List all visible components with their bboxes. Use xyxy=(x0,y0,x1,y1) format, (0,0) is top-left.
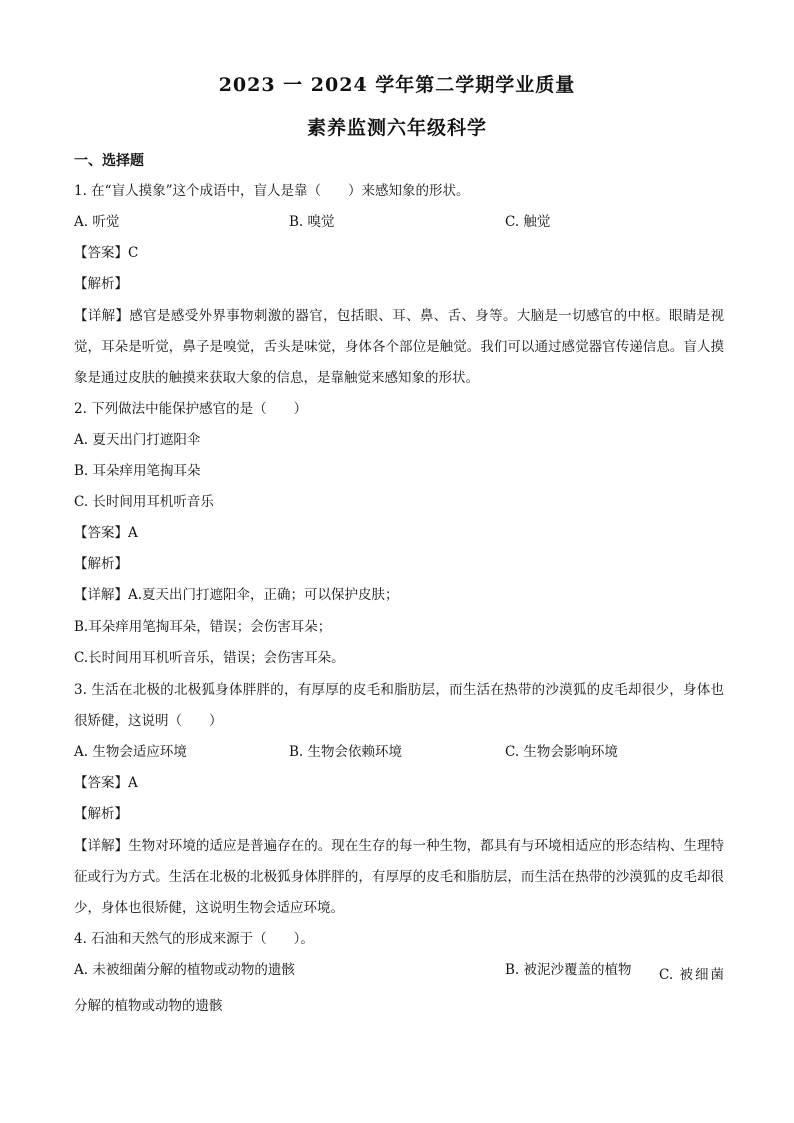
q3-option-b: B. 生物会依赖环境 xyxy=(289,744,403,760)
q1-answer: 【答案】C xyxy=(74,245,139,261)
q1-analysis-label: 【解析】 xyxy=(74,276,128,292)
q3-detail: 【详解】生物对环境的适应是普遍存在的。现在生存的每一种生物，都具有与环境相适应的形态结构、生理特征或行为方式。生活在北极的北极狐身体胖胖的，有厚厚的皮毛和脂肪层，而生活在热带的沙漠狐的皮毛却很少，身体也很矫健，这说明生物会适应环境。 xyxy=(74,838,724,916)
q4-option-b: B. 被泥沙覆盖的植物 xyxy=(505,962,632,978)
q1-stem: 1. 在“盲人摸象”这个成语中，盲人是靠（ ）来感知象的形状。 xyxy=(74,183,470,199)
q2-answer: 【答案】A xyxy=(74,525,138,541)
q4-option-a: A. 未被细菌分解的植物或动物的遗骸 xyxy=(74,962,295,978)
q1-detail: 【详解】感官是感受外界事物刺激的器官，包括眼、耳、鼻、舌、身等。大脑是一切感官的中枢。眼睛是视觉，耳朵是听觉，鼻子是嗅觉，舌头是味觉，身体各个部位是触觉。我们可以通过感觉器官传递信息。盲人摸象是通过皮肤的触摸来获取大象的信息，是靠触觉来感知象的形状。 xyxy=(74,308,724,386)
q1-option-c: C. 触觉 xyxy=(505,214,551,230)
q3-option-a: A. 生物会适应环境 xyxy=(74,744,187,760)
q2-option-a: A. 夏天出门打遮阳伞 xyxy=(74,432,201,448)
q2-detail-1: 【详解】A.夏天出门打遮阳伞，正确；可以保护皮肤； xyxy=(74,587,399,603)
q3-option-c: C. 生物会影响环境 xyxy=(505,744,618,760)
q2-detail-2: B.耳朵痒用笔掏耳朵，错误；会伤害耳朵； xyxy=(74,619,332,635)
q3-analysis-label: 【解析】 xyxy=(74,806,128,822)
q2-analysis-label: 【解析】 xyxy=(74,556,128,572)
q2-option-c: C. 长时间用耳机听音乐 xyxy=(74,494,214,510)
q4-option-c: C. 被细菌分解的植物或动物的遗骸 xyxy=(74,967,724,1014)
section-heading: 一、选择题 xyxy=(74,153,144,169)
q1-option-a: A. 听觉 xyxy=(74,214,120,230)
exam-title-line1: 2023 一 2024 学年第二学期学业质量 xyxy=(218,74,576,96)
q2-option-b: B. 耳朵痒用笔掏耳朵 xyxy=(74,463,201,479)
q3-stem: 3. 生活在北极的北极狐身体胖胖的，有厚厚的皮毛和脂肪层，而生活在热带的沙漠狐的皮毛却很少，身体也很矫健，这说明（ ） xyxy=(74,682,724,729)
exam-title-line2: 素养监测六年级科学 xyxy=(306,117,487,139)
q2-detail-3: C.长时间用耳机听音乐，错误；会伤害耳朵。 xyxy=(74,650,345,666)
q3-answer: 【答案】A xyxy=(74,775,138,791)
q2-stem: 2. 下列做法中能保护感官的是（ ） xyxy=(74,401,308,417)
q1-option-b: B. 嗅觉 xyxy=(289,214,335,230)
q4-stem: 4. 石油和天然气的形成来源于（ ）。 xyxy=(74,931,314,947)
